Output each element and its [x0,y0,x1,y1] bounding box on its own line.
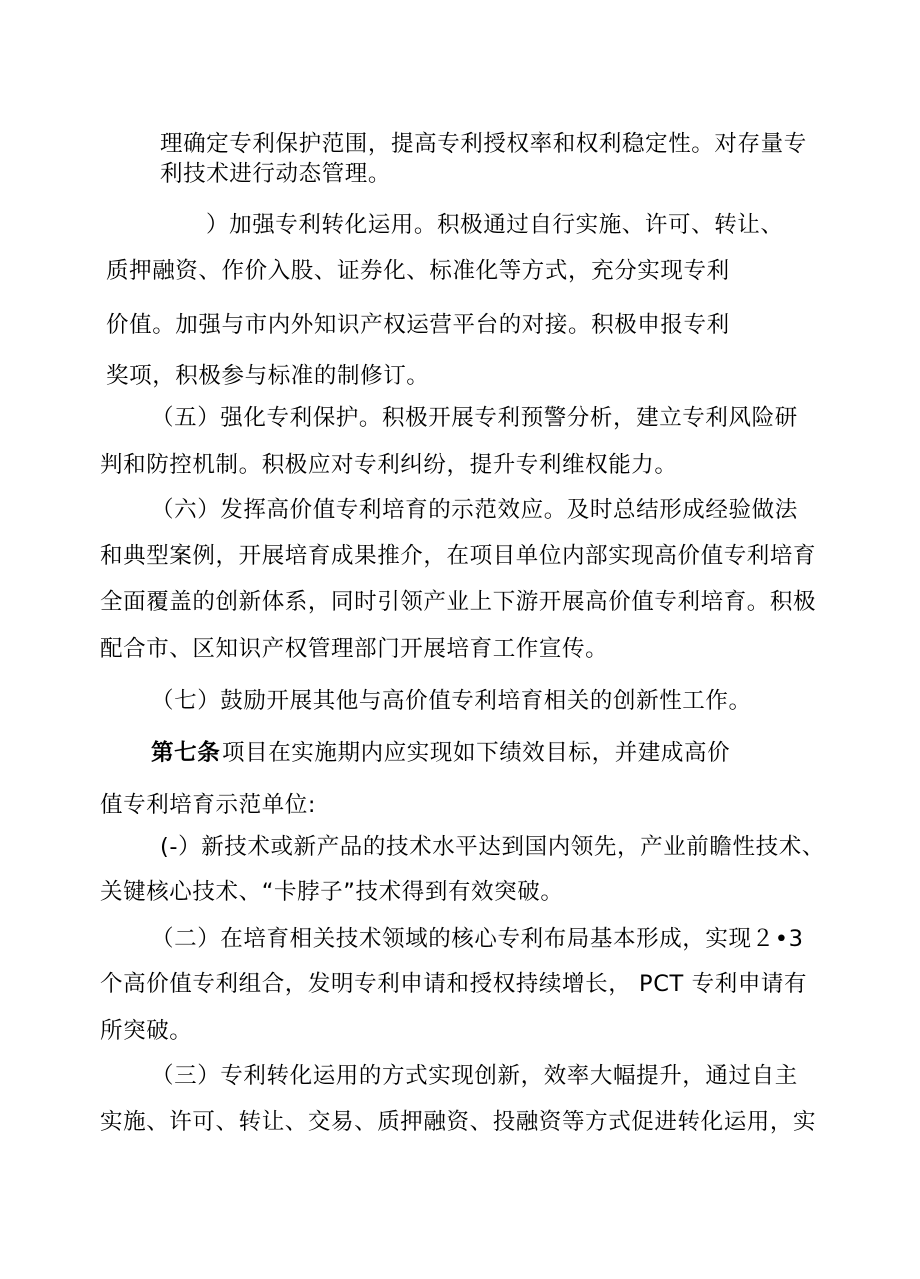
text-line-8: 判和防控机制。积极应对专利纠纷，提升专利维权能力。 [100,452,678,478]
text-line-15: 值专利培育示范单位: [100,792,317,818]
text-line-18: （二）在培育相关技术领域的核心专利布局基本形成，实现２•3 [151,926,804,952]
text-line-7: （五）强化专利保护。积极开展专利预警分析，建立专利风险研 [151,405,798,431]
text-line-2: 利技术进行动态管理。 [160,161,392,187]
text-line-1: 理确定专利保护范围，提高专利授权率和权利稳定性。对存量专 [160,131,807,157]
text-line-14: 项目在实施期内应实现如下绩效目标，并建成高价 [222,740,731,766]
text-line-13: （七）鼓励开展其他与高价值专利培育相关的创新性工作。 [151,688,752,714]
text-line-5: 价值。加强与市内外知识产权运营平台的对接。积极申报专利 [106,312,730,338]
text-line-4: 质押融资、作价入股、证券化、标准化等方式，充分实现专利 [106,258,730,284]
article-heading: 第七条 [151,740,221,766]
text-line-12: 配合市、区知识产权管理部门开展培育工作宣传。 [100,636,609,662]
text-line-19: 个高价值专利组合，发明专利申请和授权持续增长， PCT 专利申请有 [100,971,808,997]
text-line-21: （三）专利转化运用的方式实现创新，效率大幅提升，通过自主 [151,1063,798,1089]
text-line-20: 所突破。 [100,1018,193,1044]
text-line-16: (-）新技术或新产品的技术水平达到国内领先，产业前瞻性技术、 [160,834,825,860]
text-line-17: 关键核心技术、“卡脖子”技术得到有效突破。 [100,879,564,905]
text-line-3: ）加强专利转化运用。积极通过自行实施、许可、转让、 [206,212,784,238]
text-line-10: 和典型案例，开展培育成果推介，在项目单位内部实现高价值专利培育 [100,543,817,569]
text-line-6: 奖项，积极参与标准的制修订。 [106,363,430,389]
text-line-9: （六）发挥高价值专利培育的示范效应。及时总结形成经验做法 [151,497,798,523]
text-line-22: 实施、许可、转让、交易、质押融资、投融资等方式促进转化运用，实 [100,1109,817,1135]
text-line-11: 全面覆盖的创新体系，同时引领产业上下游开展高价值专利培育。积极 [100,589,817,615]
